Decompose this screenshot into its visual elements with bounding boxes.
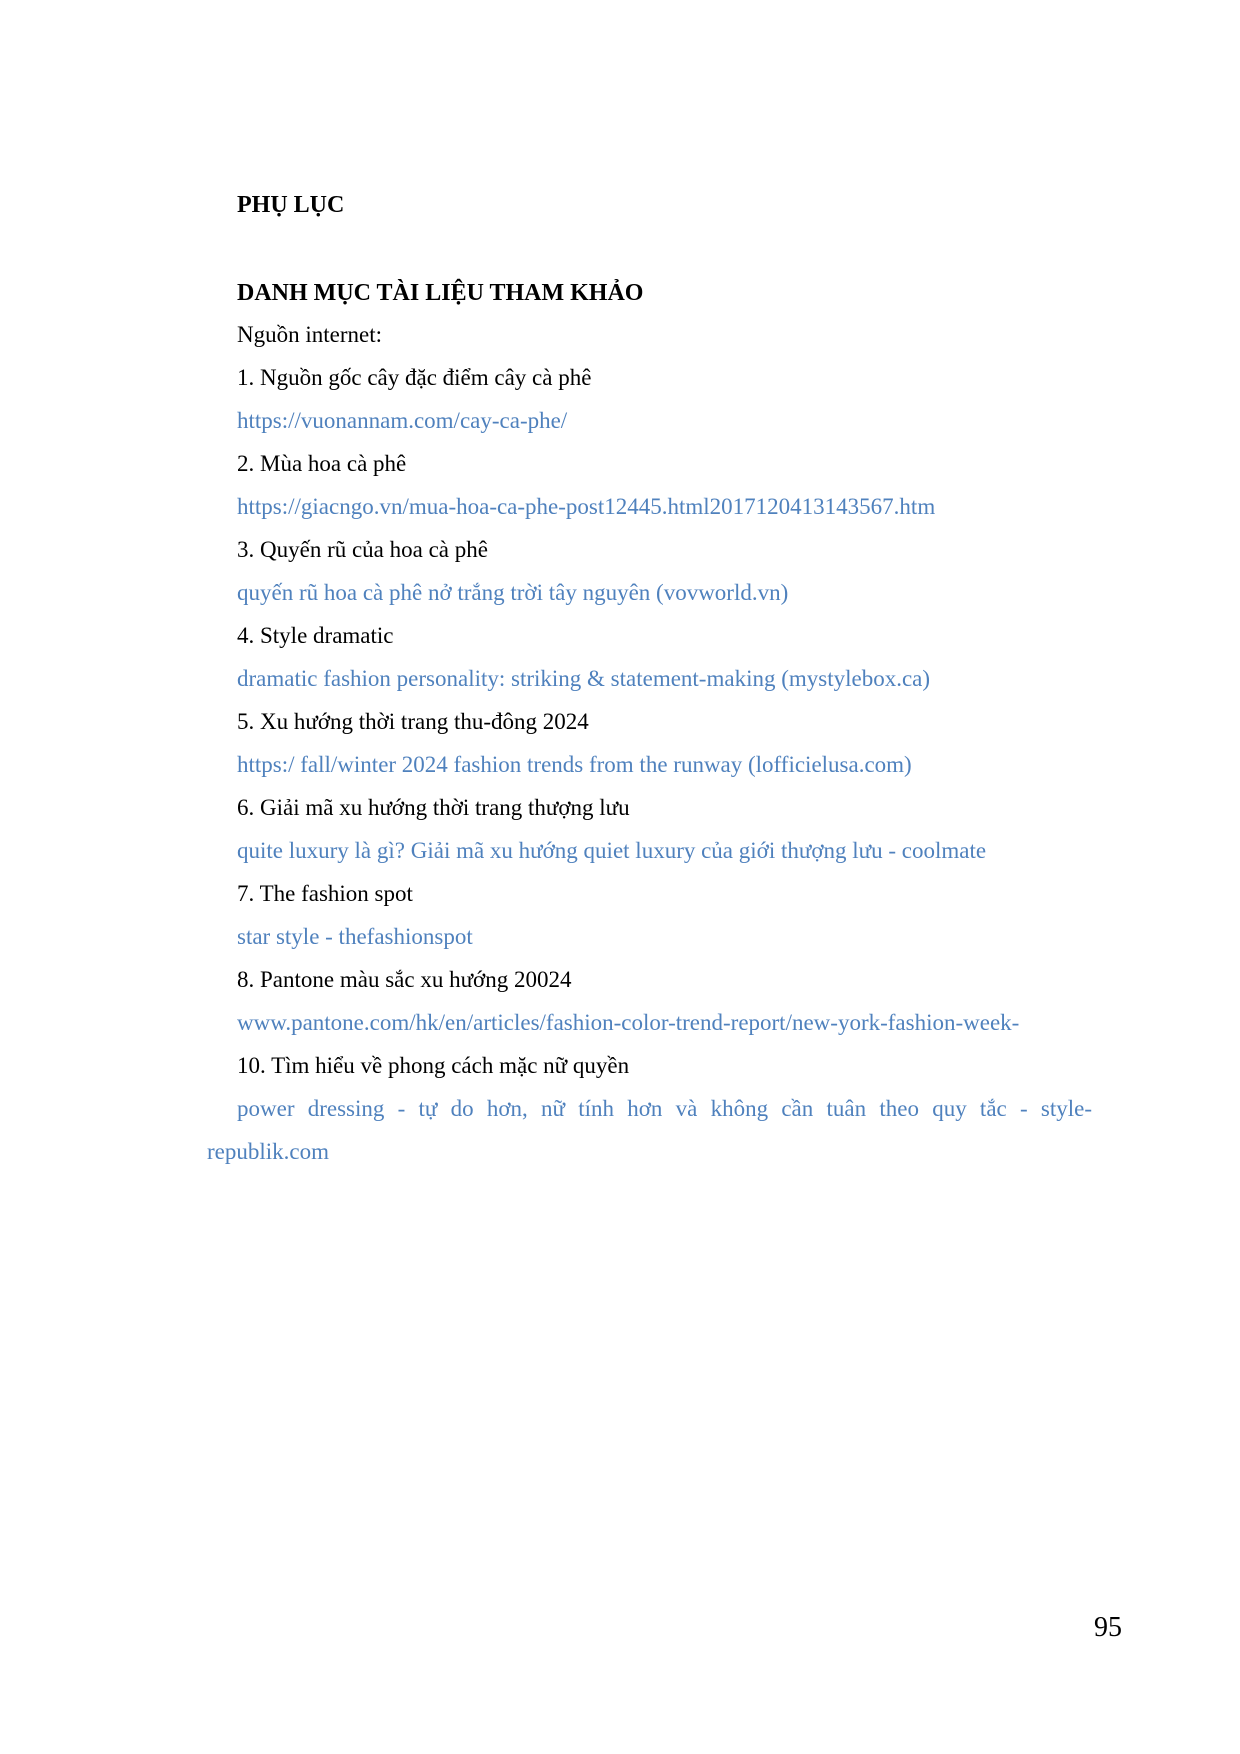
- reference-link[interactable]: https://vuonannam.com/cay-ca-phe/: [237, 408, 568, 433]
- reference-link[interactable]: quyến rũ hoa cà phê nở trắng trời tây nguyên (vovworld.vn): [237, 580, 789, 605]
- reference-link[interactable]: power dressing - tự do hơn, nữ tính hơn và không cần tuân theo quy tắc - style-: [237, 1096, 1092, 1121]
- reference-link[interactable]: https://giacngo.vn/mua-hoa-ca-phe-post12445.html2017120413143567.htm: [237, 494, 936, 519]
- reference-title: 1. Nguồn gốc cây đặc điểm cây cà phê: [237, 365, 592, 390]
- reference-link[interactable]: https:/ fall/winter 2024 fashion trends from the runway (lofficielusa.com): [237, 752, 912, 777]
- reference-title: 4. Style dramatic: [237, 623, 394, 648]
- source-label: Nguồn internet:: [237, 322, 382, 347]
- appendix-title: PHỤ LỤC: [237, 192, 345, 218]
- reference-title: 6. Giải mã xu hướng thời trang thượng lưu: [237, 795, 630, 820]
- references-title: DANH MỤC TÀI LIỆU THAM KHẢO: [237, 280, 644, 306]
- page-number: 95: [1094, 1612, 1122, 1643]
- reference-title: 7. The fashion spot: [237, 881, 413, 906]
- reference-link[interactable]: www.pantone.com/hk/en/articles/fashion-color-trend-report/new-york-fashion-week-: [237, 1010, 1020, 1035]
- reference-title: 2. Mùa hoa cà phê: [237, 451, 407, 476]
- reference-title: 5. Xu hướng thời trang thu-đông 2024: [237, 709, 589, 734]
- reference-link[interactable]: star style - thefashionspot: [237, 924, 473, 949]
- reference-link-continued[interactable]: republik.com: [207, 1139, 329, 1164]
- reference-link[interactable]: quite luxury là gì? Giải mã xu hướng quiet luxury của giới thượng lưu - coolmate: [237, 838, 987, 863]
- reference-link[interactable]: dramatic fashion personality: striking & statement-making (mystylebox.ca): [237, 666, 931, 691]
- reference-title: 10. Tìm hiểu về phong cách mặc nữ quyền: [237, 1053, 630, 1078]
- reference-title: 3. Quyến rũ của hoa cà phê: [237, 537, 488, 562]
- reference-title: 8. Pantone màu sắc xu hướng 20024: [237, 967, 572, 992]
